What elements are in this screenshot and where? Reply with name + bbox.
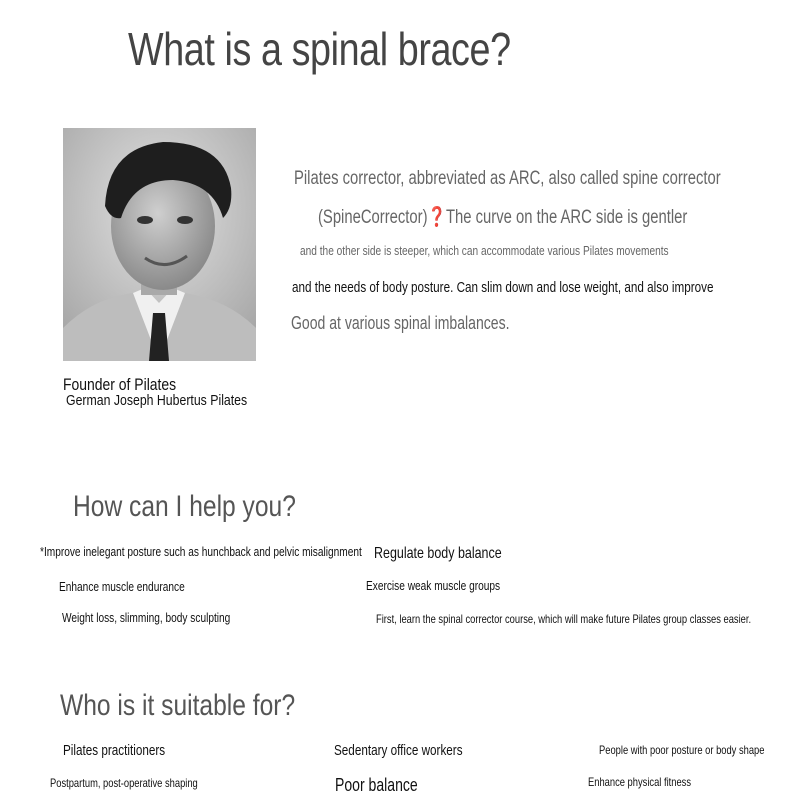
suitable-item: Sedentary office workers (334, 742, 463, 759)
description-line: and the other side is steeper, which can accommodate various Pilates movements (300, 243, 669, 258)
description-line: (SpineCorrector)❓The curve on the ARC side is gentler (318, 207, 688, 228)
founder-caption-title: Founder of Pilates (63, 375, 177, 394)
suitable-item: Poor balance (335, 775, 418, 795)
help-item: *Improve inelegant posture such as hunchback and pelvic misalignment (40, 544, 362, 559)
founder-caption-name: German Joseph Hubertus Pilates (66, 392, 248, 409)
help-item: Weight loss, slimming, body sculpting (62, 610, 231, 625)
help-item: Enhance muscle endurance (59, 579, 185, 594)
founder-portrait-image (63, 128, 256, 361)
description-line: and the needs of body posture. Can slim down and lose weight, and also improve (292, 279, 714, 296)
suitable-item: Enhance physical fitness (588, 775, 692, 789)
help-item: Regulate body balance (374, 545, 502, 562)
help-item: Exercise weak muscle groups (366, 578, 501, 593)
portrait-illustration (63, 128, 256, 361)
help-item: First, learn the spinal corrector course, which will make future Pilates group classes easier. (376, 612, 752, 626)
suitable-item: Postpartum, post-operative shaping (50, 776, 198, 790)
description-line: Pilates corrector, abbreviated as ARC, also called spine corrector (294, 168, 721, 189)
page-title: What is a spinal brace? (128, 23, 511, 75)
description-line: Good at various spinal imbalances. (291, 313, 510, 333)
suitable-item: Pilates practitioners (63, 742, 166, 759)
suitable-heading: Who is it suitable for? (60, 689, 296, 722)
help-heading: How can I help you? (73, 490, 296, 523)
suitable-item: People with poor posture or body shape (599, 743, 765, 757)
